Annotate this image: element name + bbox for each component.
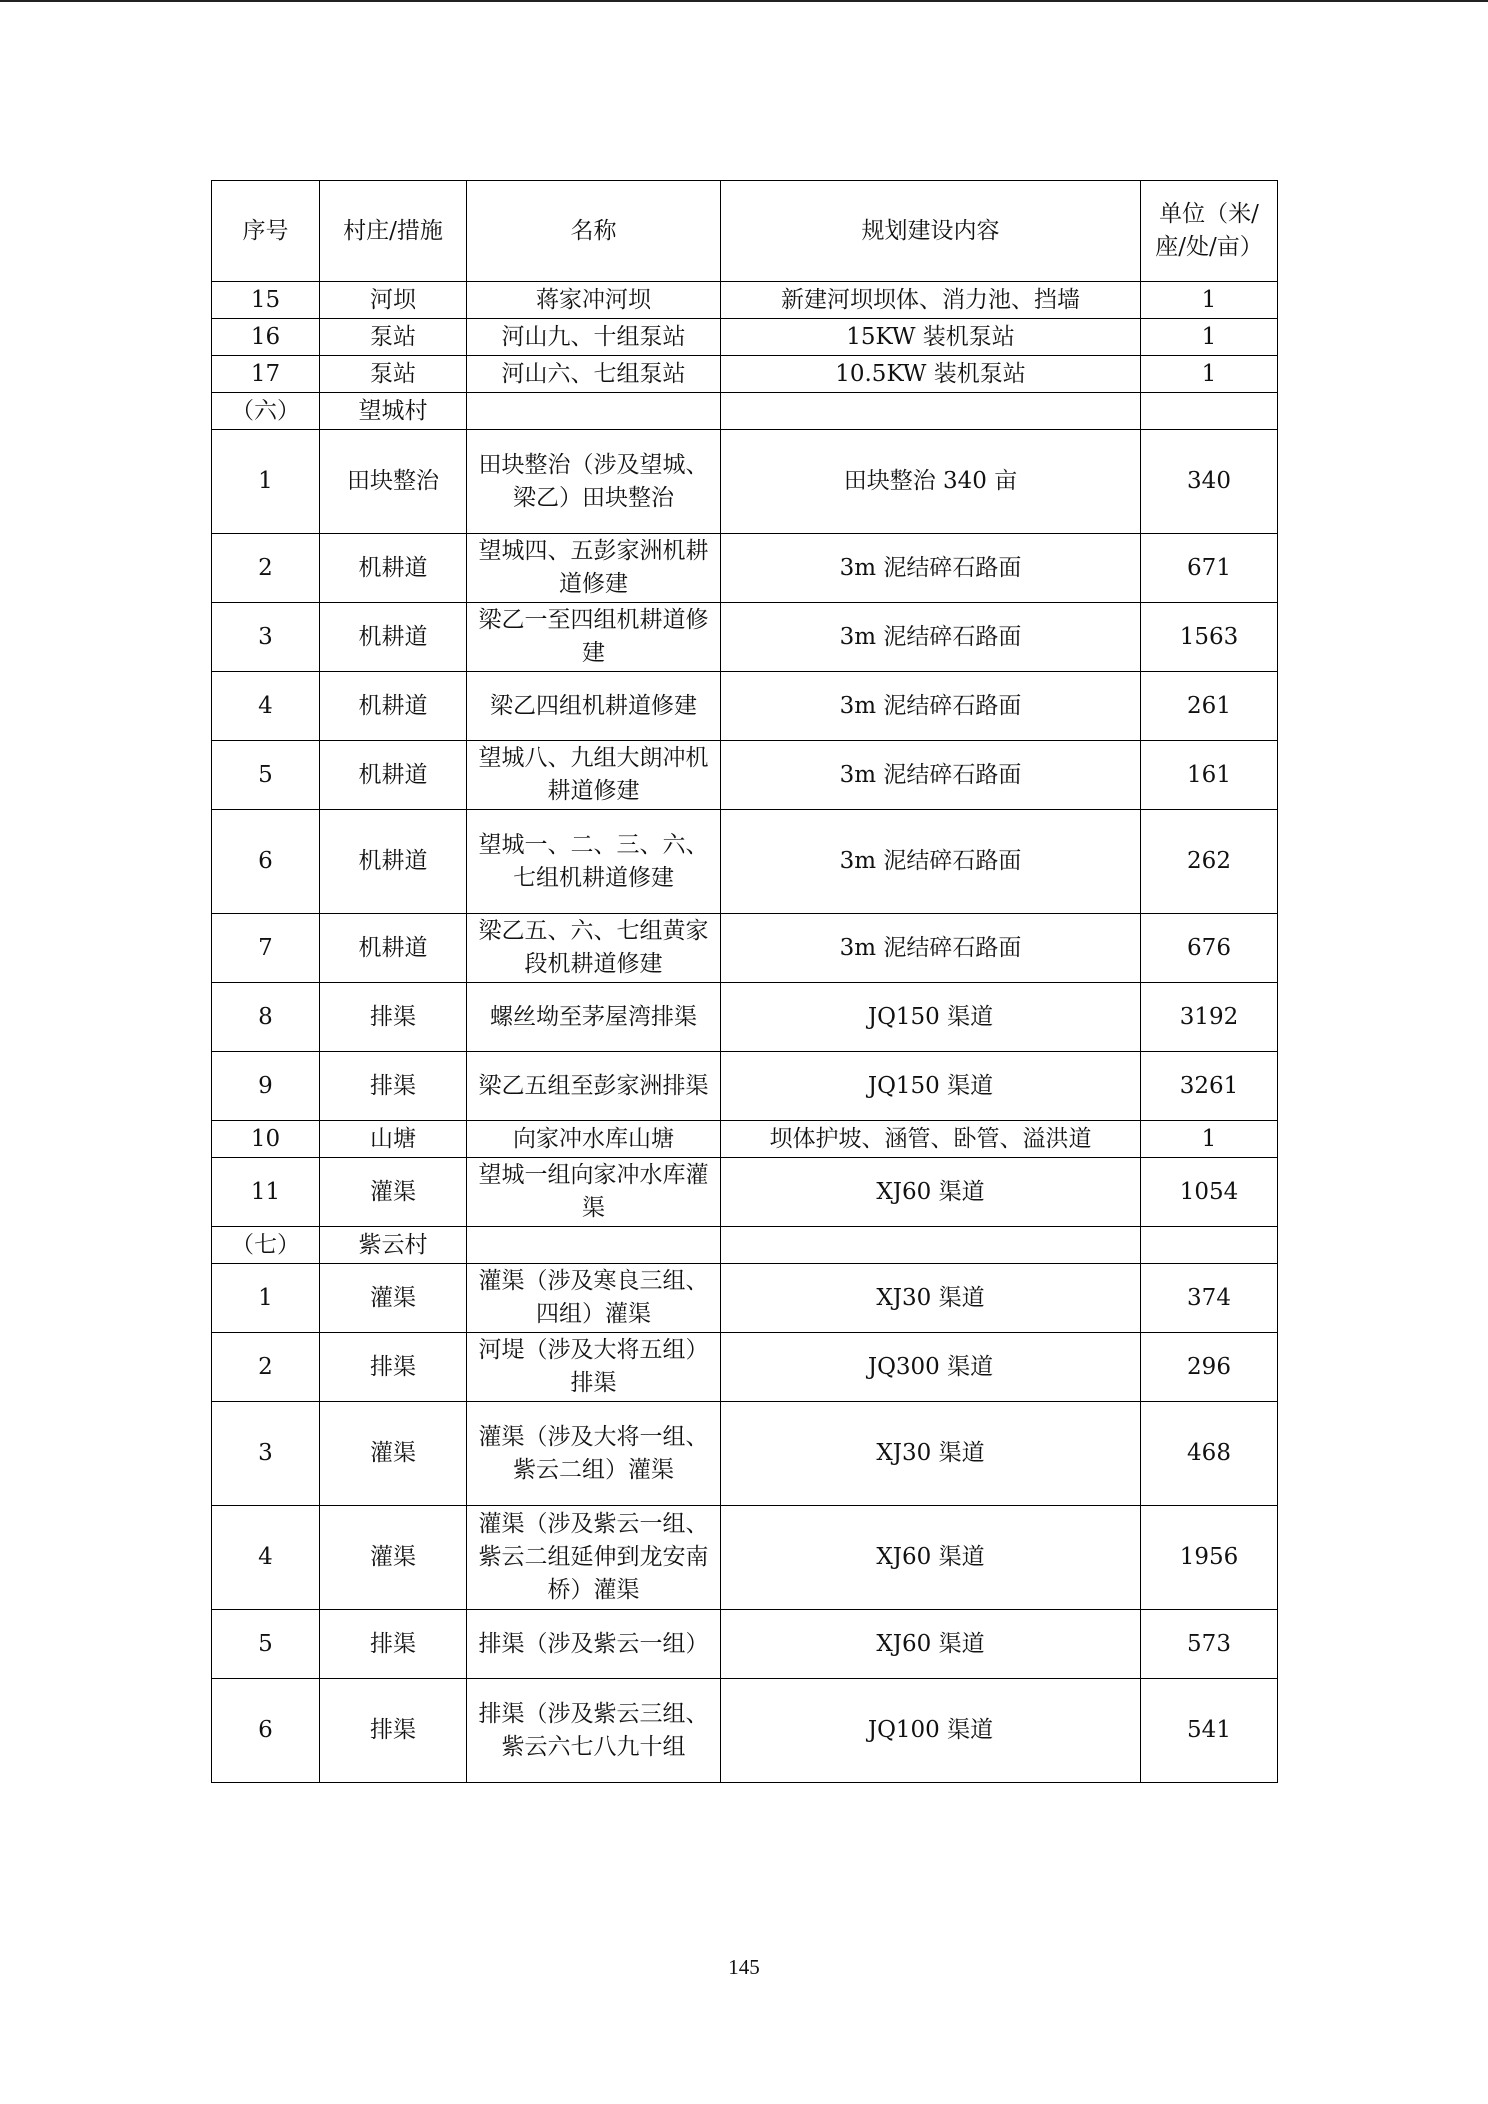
cell-name: 河山六、七组泵站: [467, 356, 721, 393]
table-row: [212, 1333, 1278, 1402]
cell-name: 螺丝坳至茅屋湾排渠: [467, 983, 721, 1052]
cell-name: 田块整治（涉及望城、梁乙）田块整治: [467, 430, 721, 534]
cell-name: 望城一组向家冲水库灌渠: [467, 1158, 721, 1227]
cell-seq: 4: [212, 1506, 320, 1610]
cell-unit: 541: [1141, 1679, 1278, 1783]
cell-name: 灌渠（涉及寒良三组、四组）灌渠: [467, 1264, 721, 1333]
cell-village: 田块整治: [320, 430, 467, 534]
table-row: [212, 1610, 1278, 1679]
cell-content: 10.5KW 装机泵站: [721, 356, 1141, 393]
planning-table: [211, 180, 1278, 1783]
cell-village: 紫云村: [320, 1227, 467, 1264]
table-row: [212, 356, 1278, 393]
cell-unit: 1: [1141, 319, 1278, 356]
cell-name: 望城一、二、三、六、七组机耕道修建: [467, 810, 721, 914]
cell-content: 坝体护坡、涵管、卧管、溢洪道: [721, 1121, 1141, 1158]
table-row: [212, 983, 1278, 1052]
cell-village: 泵站: [320, 319, 467, 356]
table-row: [212, 1227, 1278, 1264]
cell-unit: 1: [1141, 356, 1278, 393]
cell-name: 排渠（涉及紫云一组）: [467, 1610, 721, 1679]
cell-content: JQ150 渠道: [721, 983, 1141, 1052]
cell-seq: 5: [212, 741, 320, 810]
cell-name: 梁乙四组机耕道修建: [467, 672, 721, 741]
cell-unit: 161: [1141, 741, 1278, 810]
cell-name: 梁乙一至四组机耕道修建: [467, 603, 721, 672]
table-row: [212, 282, 1278, 319]
cell-village: 河坝: [320, 282, 467, 319]
table-row: [212, 914, 1278, 983]
table-row: [212, 393, 1278, 430]
cell-name: 望城八、九组大朗冲机耕道修建: [467, 741, 721, 810]
cell-unit: 1: [1141, 282, 1278, 319]
cell-village: 排渠: [320, 1679, 467, 1783]
cell-seq: （七）: [212, 1227, 320, 1264]
table-row: [212, 603, 1278, 672]
cell-village: 排渠: [320, 1052, 467, 1121]
table-row: [212, 1121, 1278, 1158]
cell-content: 3m 泥结碎石路面: [721, 914, 1141, 983]
cell-unit: 1956: [1141, 1506, 1278, 1610]
cell-name: 梁乙五组至彭家洲排渠: [467, 1052, 721, 1121]
cell-village: 灌渠: [320, 1506, 467, 1610]
cell-unit: 468: [1141, 1402, 1278, 1506]
table-row: [212, 1679, 1278, 1783]
cell-seq: 10: [212, 1121, 320, 1158]
cell-unit: 1563: [1141, 603, 1278, 672]
cell-content: 新建河坝坝体、消力池、挡墙: [721, 282, 1141, 319]
cell-unit: 3261: [1141, 1052, 1278, 1121]
cell-content: XJ60 渠道: [721, 1610, 1141, 1679]
cell-village: 机耕道: [320, 810, 467, 914]
cell-unit: 1: [1141, 1121, 1278, 1158]
cell-name: [467, 393, 721, 430]
cell-content: JQ100 渠道: [721, 1679, 1141, 1783]
table-row: [212, 430, 1278, 534]
cell-seq: 4: [212, 672, 320, 741]
cell-seq: 15: [212, 282, 320, 319]
cell-seq: 2: [212, 1333, 320, 1402]
cell-seq: 3: [212, 1402, 320, 1506]
cell-content: XJ60 渠道: [721, 1506, 1141, 1610]
cell-seq: 5: [212, 1610, 320, 1679]
cell-village: 灌渠: [320, 1402, 467, 1506]
cell-name: 排渠（涉及紫云三组、紫云六七八九十组: [467, 1679, 721, 1783]
cell-seq: 17: [212, 356, 320, 393]
cell-unit: 671: [1141, 534, 1278, 603]
table-row: [212, 319, 1278, 356]
top-border-line: [0, 0, 1488, 2]
cell-unit: 340: [1141, 430, 1278, 534]
cell-village: 机耕道: [320, 914, 467, 983]
cell-seq: （六）: [212, 393, 320, 430]
table-row: [212, 1264, 1278, 1333]
cell-unit: [1141, 1227, 1278, 1264]
cell-content: JQ150 渠道: [721, 1052, 1141, 1121]
cell-unit: 3192: [1141, 983, 1278, 1052]
cell-seq: 1: [212, 430, 320, 534]
cell-village: 排渠: [320, 1333, 467, 1402]
cell-village: 望城村: [320, 393, 467, 430]
cell-village: 排渠: [320, 983, 467, 1052]
cell-seq: 1: [212, 1264, 320, 1333]
cell-village: 泵站: [320, 356, 467, 393]
cell-content: [721, 1227, 1141, 1264]
header-content: 规划建设内容: [721, 181, 1141, 282]
cell-unit: [1141, 393, 1278, 430]
cell-unit: 374: [1141, 1264, 1278, 1333]
cell-content: 3m 泥结碎石路面: [721, 741, 1141, 810]
table-body: [212, 282, 1278, 1783]
table-row: [212, 1052, 1278, 1121]
cell-seq: 2: [212, 534, 320, 603]
cell-content: 3m 泥结碎石路面: [721, 603, 1141, 672]
cell-unit: 676: [1141, 914, 1278, 983]
cell-name: 梁乙五、六、七组黄家段机耕道修建: [467, 914, 721, 983]
cell-name: 河堤（涉及大将五组）排渠: [467, 1333, 721, 1402]
cell-village: 排渠: [320, 1610, 467, 1679]
cell-seq: 6: [212, 810, 320, 914]
cell-village: 机耕道: [320, 672, 467, 741]
table-row: [212, 810, 1278, 914]
table-header-row: [212, 181, 1278, 282]
table-row: [212, 741, 1278, 810]
table-row: [212, 1402, 1278, 1506]
cell-content: 15KW 装机泵站: [721, 319, 1141, 356]
cell-unit: 262: [1141, 810, 1278, 914]
table-row: [212, 534, 1278, 603]
cell-unit: 573: [1141, 1610, 1278, 1679]
cell-village: 灌渠: [320, 1264, 467, 1333]
header-name: 名称: [467, 181, 721, 282]
table-row: [212, 1506, 1278, 1610]
cell-content: [721, 393, 1141, 430]
header-seq: 序号: [212, 181, 320, 282]
cell-content: XJ30 渠道: [721, 1402, 1141, 1506]
table-row: [212, 1158, 1278, 1227]
cell-village: 机耕道: [320, 741, 467, 810]
cell-unit: 1054: [1141, 1158, 1278, 1227]
cell-village: 机耕道: [320, 534, 467, 603]
cell-name: 蒋家冲河坝: [467, 282, 721, 319]
cell-seq: 11: [212, 1158, 320, 1227]
cell-name: 河山九、十组泵站: [467, 319, 721, 356]
cell-content: 田块整治 340 亩: [721, 430, 1141, 534]
cell-unit: 261: [1141, 672, 1278, 741]
cell-seq: 16: [212, 319, 320, 356]
table-row: [212, 672, 1278, 741]
cell-content: XJ60 渠道: [721, 1158, 1141, 1227]
cell-content: JQ300 渠道: [721, 1333, 1141, 1402]
cell-content: 3m 泥结碎石路面: [721, 534, 1141, 603]
cell-seq: 9: [212, 1052, 320, 1121]
cell-village: 山塘: [320, 1121, 467, 1158]
cell-name: 向家冲水库山塘: [467, 1121, 721, 1158]
cell-name: 灌渠（涉及紫云一组、紫云二组延伸到龙安南桥）灌渠: [467, 1506, 721, 1610]
cell-village: 机耕道: [320, 603, 467, 672]
page-number: 145: [728, 1955, 760, 1979]
cell-content: 3m 泥结碎石路面: [721, 672, 1141, 741]
cell-content: 3m 泥结碎石路面: [721, 810, 1141, 914]
cell-village: 灌渠: [320, 1158, 467, 1227]
cell-seq: 6: [212, 1679, 320, 1783]
cell-unit: 296: [1141, 1333, 1278, 1402]
cell-seq: 8: [212, 983, 320, 1052]
cell-name: 望城四、五彭家洲机耕道修建: [467, 534, 721, 603]
header-unit: 单位（米/座/处/亩）: [1141, 181, 1278, 282]
cell-name: [467, 1227, 721, 1264]
header-village: 村庄/措施: [320, 181, 467, 282]
cell-content: XJ30 渠道: [721, 1264, 1141, 1333]
cell-seq: 7: [212, 914, 320, 983]
cell-name: 灌渠（涉及大将一组、紫云二组）灌渠: [467, 1402, 721, 1506]
cell-seq: 3: [212, 603, 320, 672]
